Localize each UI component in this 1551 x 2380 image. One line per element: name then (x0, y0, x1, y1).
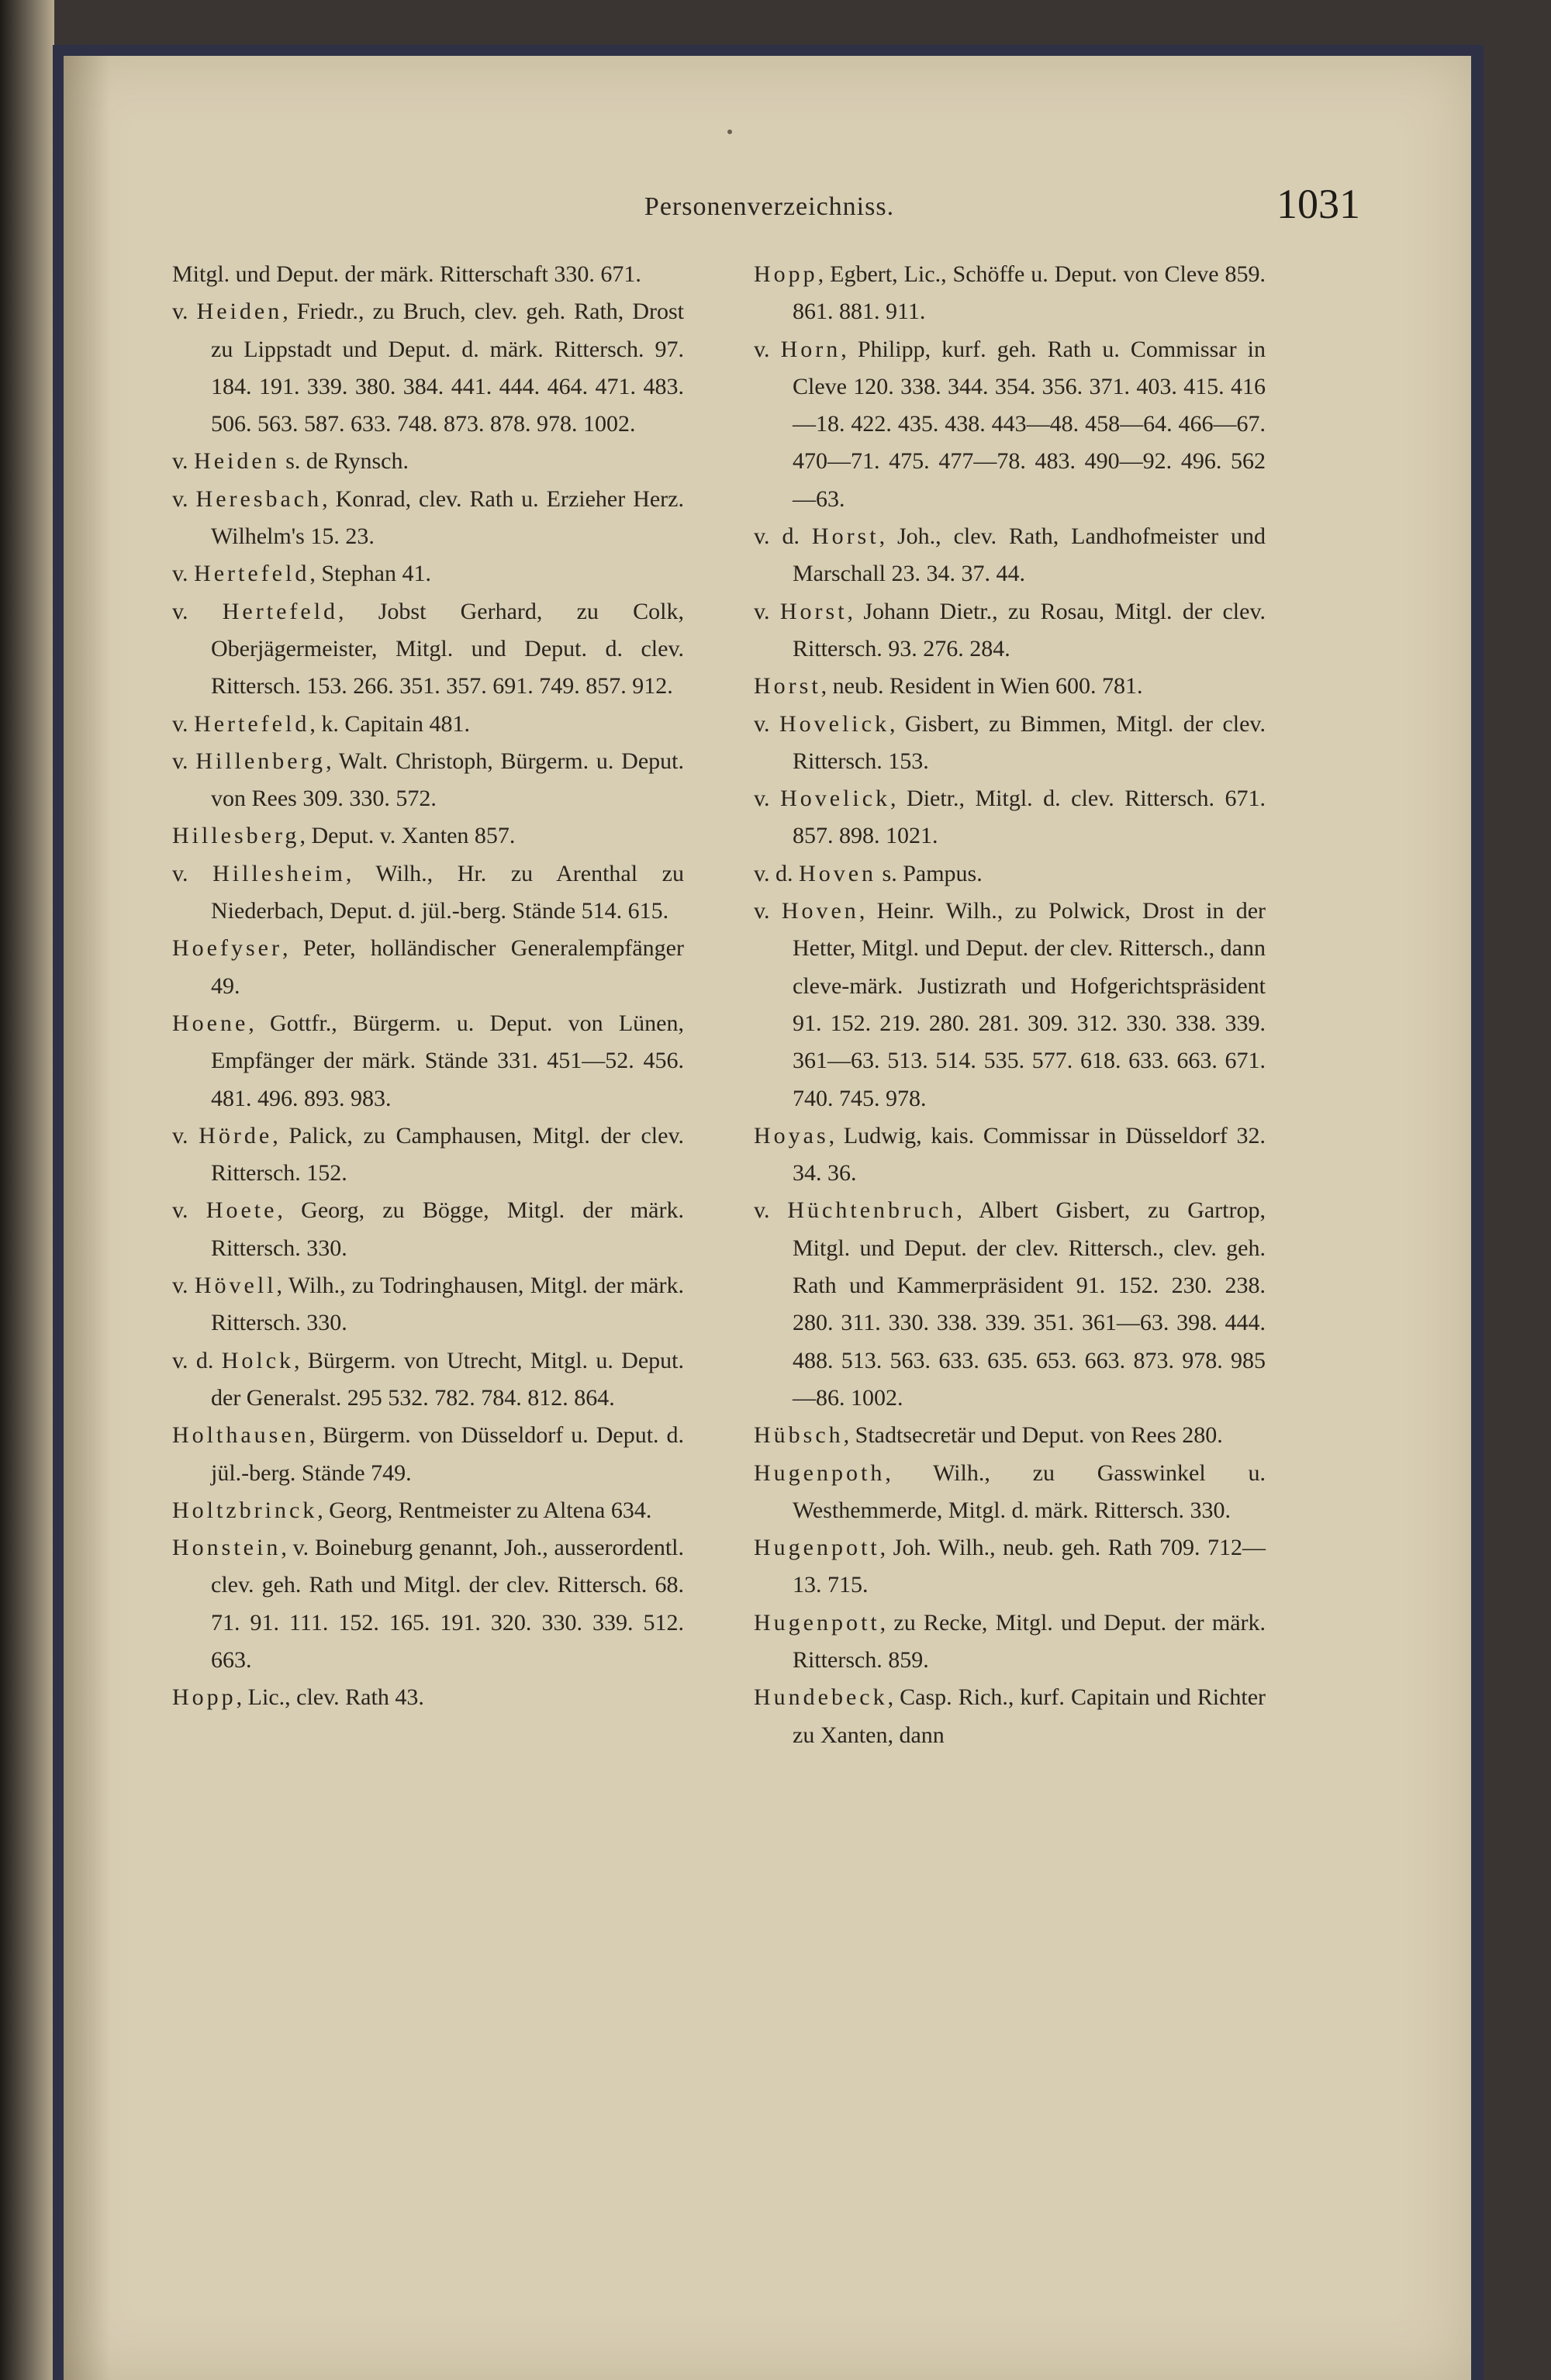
index-entry (172, 1117, 684, 1193)
entry-prefix: v. (172, 1122, 199, 1149)
index-entry (172, 256, 684, 293)
index-entry (172, 1417, 684, 1492)
adjacent-page-edge (0, 0, 54, 2380)
entry-prefix: v. (172, 860, 213, 886)
entry-name: Hundebeck (754, 1684, 888, 1711)
entry-name: Hövell (194, 1273, 277, 1299)
entry-name: Hoefyser (172, 935, 282, 962)
entry-prefix: v. d. (754, 523, 812, 550)
index-entry (172, 1342, 684, 1418)
entry-text: , Georg, Rentmeister zu Altena 634. (317, 1497, 652, 1523)
index-entry (172, 555, 684, 592)
entry-name: Holtzbrinck (172, 1497, 318, 1523)
index-entry (754, 893, 1266, 1117)
index-entry (754, 256, 1266, 331)
entry-text: , Stadtsecretär und Deput. von Rees 280. (843, 1422, 1223, 1449)
entry-text: , Wilh., Hr. zu Arenthal zu Niederbach, Deput. d. jül.-berg. Stände 514. 615. (211, 860, 684, 924)
index-entry (172, 855, 684, 931)
entry-text: , neub. Resident in Wien 600. 781. (820, 673, 1143, 699)
entry-text: , Deput. v. Xanten 857. (299, 823, 516, 849)
entry-text: , zu Recke, Mitgl. und Deput. der märk. Rittersch. 859. (793, 1609, 1266, 1673)
entry-prefix: v. (172, 748, 196, 774)
entry-text: , Dietr., Mitgl. d. clev. Rittersch. 671. 857. 898. 1021. (793, 786, 1266, 849)
index-entry (754, 331, 1266, 518)
index-entry (754, 518, 1266, 593)
index-entry (172, 1679, 684, 1716)
index-entry (754, 1679, 1266, 1754)
entry-text: , Wilh., zu Gasswinkel u. Westhemmerde, Mitgl. d. märk. Rittersch. 330. (793, 1459, 1266, 1523)
entry-name: Hovelick (779, 710, 889, 737)
index-entry (172, 443, 684, 480)
entry-name: Hoyas (754, 1122, 829, 1149)
entry-text: , Friedr., zu Bruch, clev. geh. Rath, Drost zu Lippstadt und Deput. d. märk. Rittersch. 97. 184. 191. 339. 380. 384. 441. 444. 464. 471. 483. 506. 563. 587. 633. 748. 873. 878. 978. 1002. (211, 299, 684, 437)
entry-name: Hugenpott (754, 1535, 880, 1561)
entry-prefix: v. (172, 299, 197, 325)
entry-text: , Johann Dietr., zu Rosau, Mitgl. der clev. Rittersch. 93. 276. 284. (793, 598, 1266, 661)
index-entry (172, 817, 684, 855)
entry-name: Heiden (196, 299, 283, 325)
page-number: 1031 (1276, 181, 1360, 227)
entry-name: Hertefeld (194, 561, 310, 587)
index-entry (754, 1192, 1266, 1417)
entry-prefix: v. (172, 561, 195, 587)
index-entry (172, 1529, 684, 1679)
entry-text: , Egbert, Lic., Schöffe u. Deput. von Cleve 859. 861. 881. 911. (793, 261, 1266, 325)
entry-name: Hoven (799, 860, 877, 886)
index-entry (172, 1267, 684, 1342)
index-entry (754, 1605, 1266, 1680)
entry-prefix: v. (172, 710, 195, 737)
entry-name: Heresbach (195, 485, 323, 512)
entry-name: Hugenpoth (754, 1459, 886, 1486)
entry-prefix: v. (754, 336, 781, 362)
index-entry (172, 293, 684, 443)
entry-text: , Jobst Gerhard, zu Colk, Oberjägermeister, Mitgl. und Deput. d. clev. Rittersch. 153. 266. 351. 357. 691. 749. 857. 912. (211, 598, 684, 699)
index-entry (172, 706, 684, 743)
entry-text: , Georg, zu Bögge, Mitgl. der märk. Rittersch. 330. (211, 1197, 684, 1261)
entry-prefix: v. (754, 598, 780, 624)
entry-prefix: v. (172, 448, 195, 475)
index-entry (754, 706, 1266, 781)
index-entry (172, 1192, 684, 1267)
entry-prefix: v. (754, 1197, 788, 1224)
entry-prefix: v. (172, 1273, 195, 1299)
entry-name: Horn (780, 336, 841, 362)
entry-text: , Gottfr., Bürgerm. u. Deput. von Lünen, Empfänger der märk. Stände 331. 451—52. 456. 481. 496. 893. 983. (211, 1010, 684, 1111)
entry-name: Hillesheim (212, 860, 346, 886)
entry-name: Hertefeld (222, 598, 339, 624)
index-entry (754, 668, 1266, 705)
entry-text: s. de Rynsch. (279, 448, 409, 475)
entry-prefix: v. (754, 710, 779, 737)
entry-name: Hüchtenbruch (787, 1197, 957, 1224)
index-entry (754, 1117, 1266, 1193)
entry-prefix: v. d. (754, 860, 800, 886)
paper-speck (727, 130, 732, 134)
entry-name: Hopp (172, 1684, 237, 1711)
book-page (64, 56, 1471, 2380)
entry-text: s. Pampus. (876, 860, 983, 886)
index-entry (754, 780, 1266, 855)
index-entry (172, 930, 684, 1005)
gutter-shadow (64, 56, 110, 2380)
running-header: Personenverzeichniss. (644, 192, 895, 221)
entry-prefix: v. (754, 786, 781, 812)
entry-name: Hugenpott (754, 1609, 880, 1636)
entry-text: , Casp. Rich., kurf. Capitain und Richter zu Xanten, dann (793, 1684, 1266, 1748)
entry-name: Hovelick (780, 786, 891, 812)
entry-text: , Joh. Wilh., neub. geh. Rath 709. 712—13. 715. (793, 1535, 1266, 1598)
index-entry (172, 593, 684, 706)
left-column (172, 256, 684, 1717)
entry-name: Heiden (194, 448, 280, 475)
entry-name: Hertefeld (194, 710, 310, 737)
entry-name: Holck (221, 1347, 295, 1373)
entry-text: , v. Boineburg genannt, Joh., ausserordentl. clev. geh. Rath und Mitgl. der clev. Rittersch. 68. 71. 91. 111. 152. 165. 191. 320. 330. 339. 512. 663. (211, 1535, 684, 1673)
entry-text: , Lic., clev. Rath 43. (236, 1684, 424, 1711)
entry-text: , Bürgerm. von Utrecht, Mitgl. u. Deput. der Generalst. 295 532. 782. 784. 812. 864. (211, 1347, 684, 1411)
index-entry (754, 1417, 1266, 1454)
index-entry (754, 1529, 1266, 1605)
entry-text: , k. Capitain 481. (309, 710, 470, 737)
entry-text: , Joh., clev. Rath, Landhofmeister und Marschall 23. 34. 37. 44. (793, 523, 1266, 587)
index-entry (172, 481, 684, 556)
entry-text: , Gisbert, zu Bimmen, Mitgl. der clev. Rittersch. 153. (793, 710, 1266, 774)
index-entry (754, 1455, 1266, 1530)
entry-prefix: v. (172, 598, 223, 624)
entry-name: Hoene (172, 1010, 249, 1036)
entry-text: , Ludwig, kais. Commissar in Düsseldorf 32. 34. 36. (793, 1122, 1266, 1187)
entry-text: , Albert Gisbert, zu Gartrop, Mitgl. und Deput. der clev. Rittersch., clev. geh. Rath und Kammerpräsident 91. 152. 230. 238. 280. 311. 330. 338. 339. 351. 361—63. 398. 444. 488. 513. 563. 633. 635. 653. 663. 873. 978. 985—86. 1002. (793, 1197, 1266, 1411)
entry-text: , Palick, zu Camphausen, Mitgl. der clev. Rittersch. 152. (211, 1122, 684, 1187)
entry-prefix: v. (754, 898, 782, 924)
index-entry (754, 593, 1266, 668)
entry-name: Hörde (199, 1122, 273, 1149)
entry-name: Hoete (206, 1197, 278, 1224)
entry-name: Hopp (754, 261, 818, 287)
entry-text: Mitgl. und Deput. der märk. Ritterschaft 330. 671. (172, 261, 641, 287)
entry-text: , Walt. Christoph, Bürgerm. u. Deput. von Rees 309. 330. 572. (211, 748, 684, 812)
entry-name: Horst (811, 523, 879, 550)
entry-text: , Philipp, kurf. geh. Rath u. Commissar in Cleve 120. 338. 344. 354. 356. 371. 403. 415. 416—18. 422. 435. 438. 443—48. 458—64. 466—67. 470—71. 475. 477—78. 483. 490—92. 496. 562—63. (793, 336, 1266, 512)
entry-name: Honstein (172, 1535, 282, 1561)
index-entry (754, 855, 1266, 893)
right-column (754, 256, 1266, 1754)
entry-name: Horst (779, 598, 848, 624)
entry-text: , Konrad, clev. Rath u. Erzieher Herz. Wilhelm's 15. 23. (211, 485, 684, 550)
entry-prefix: v. (172, 485, 196, 512)
entry-name: Hübsch (754, 1422, 844, 1449)
entry-text: , Wilh., zu Todringhausen, Mitgl. der märk. Rittersch. 330. (211, 1273, 684, 1336)
entry-name: Hoven (781, 898, 859, 924)
entry-text: , Heinr. Wilh., zu Polwick, Drost in der Hetter, Mitgl. und Deput. der clev. Rittersch., dann cleve-märk. Justizrath und Hofgerichtspräsident 91. 152. 219. 280. 281. 309. 312. 330. 338. 339. 361—63. 513. 514. 535. 577. 618. 633. 663. 671. 740. 745. 978. (793, 898, 1266, 1111)
index-entry (172, 743, 684, 818)
entry-name: Horst (754, 673, 821, 699)
entry-prefix: v. (172, 1197, 206, 1224)
index-entry (172, 1492, 684, 1529)
index-entry (172, 1005, 684, 1117)
entry-text: , Peter, holländischer Generalempfänger 49. (211, 935, 684, 999)
entry-name: Hillesberg (172, 823, 300, 849)
entry-name: Holthausen (172, 1422, 309, 1449)
entry-prefix: v. d. (172, 1347, 222, 1373)
entry-text: , Bürgerm. von Düsseldorf u. Deput. d. jül.-berg. Stände 749. (211, 1422, 684, 1486)
entry-text: , Stephan 41. (309, 561, 431, 587)
entry-name: Hillenberg (195, 748, 326, 774)
